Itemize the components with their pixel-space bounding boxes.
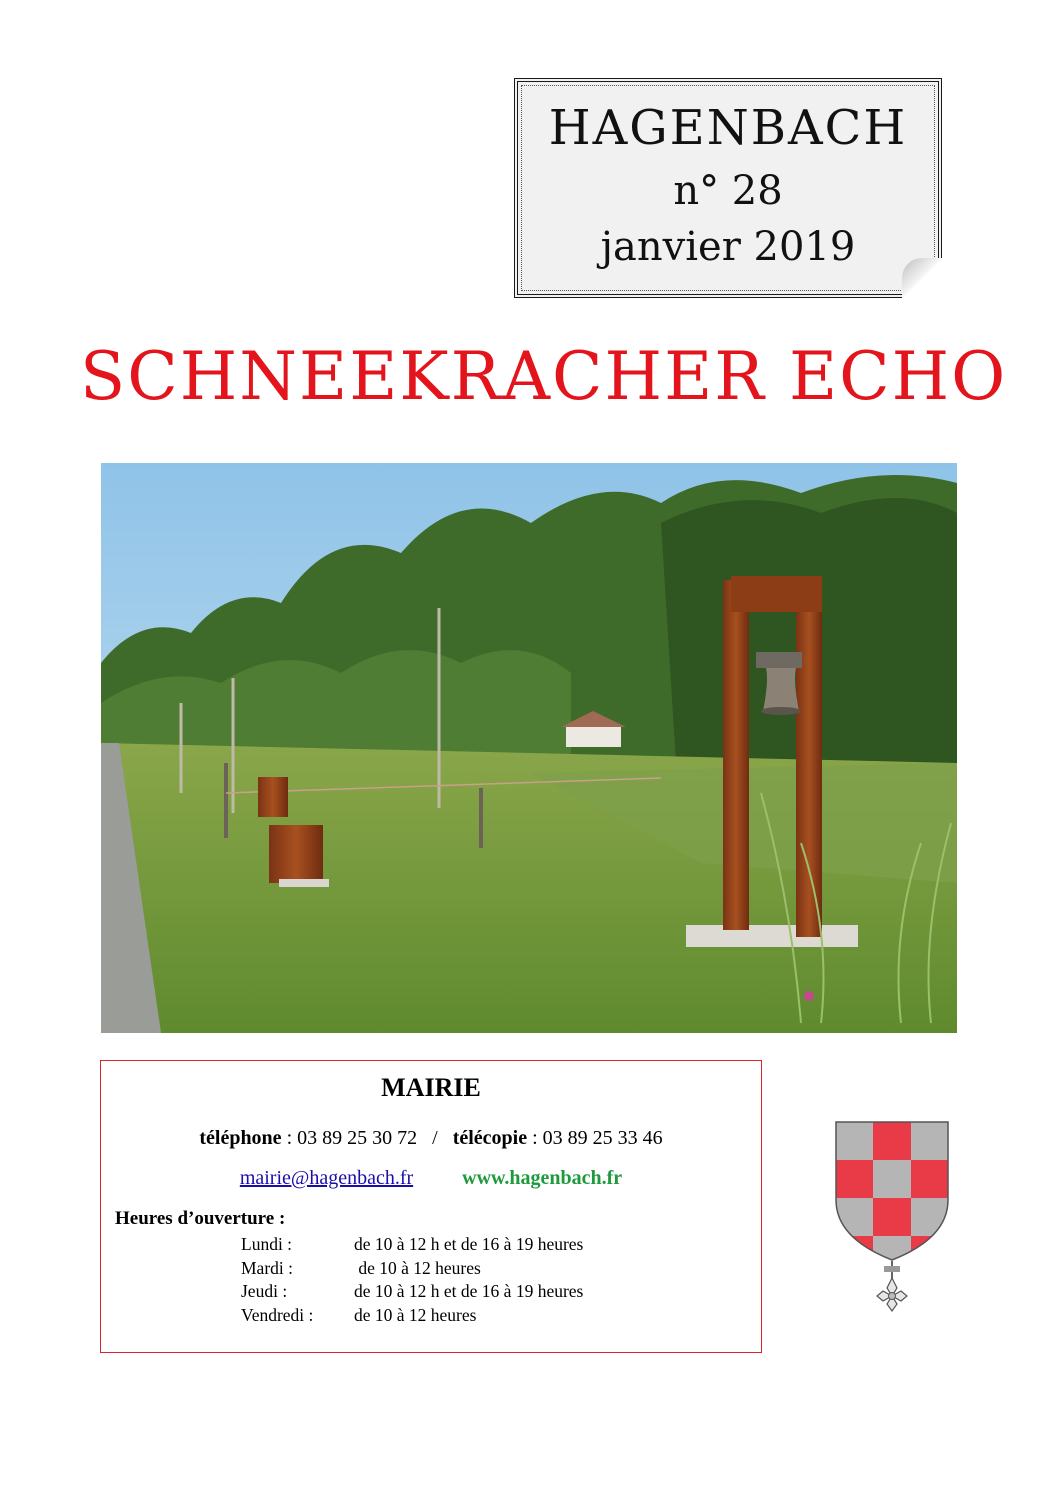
hours-row	[241, 1257, 583, 1281]
opening-hours-title: Heures d’ouverture :	[115, 1208, 286, 1229]
hours-day: Jeudi :	[241, 1281, 288, 1301]
phone-label: téléphone	[199, 1127, 282, 1149]
fax-number: : 03 89 25 33 46	[527, 1127, 663, 1149]
fax-label: télécopie	[452, 1127, 528, 1149]
page-curl-decoration	[902, 258, 942, 298]
mairie-info-box	[100, 1060, 762, 1353]
website-link[interactable]: www.hagenbach.fr	[462, 1167, 623, 1189]
town-name: HAGENBACH	[548, 100, 908, 156]
hours-day: Mardi :	[241, 1257, 294, 1278]
hours-time: de 10 à 12 heures	[354, 1304, 477, 1325]
issue-date: janvier 2019	[600, 224, 856, 270]
cover-photo	[101, 463, 957, 1033]
hours-time: de 10 à 12 h et de 16 à 19 heures	[354, 1234, 584, 1254]
hours-time: de 10 à 12 heures	[354, 1257, 481, 1278]
issue-title-card	[514, 78, 942, 298]
coat-of-arms-icon	[834, 1120, 950, 1312]
phone-number: : 03 89 25 30 72 /	[281, 1127, 453, 1149]
hours-time: de 10 à 12 h et de 16 à 19 heures	[354, 1281, 584, 1301]
hours-row	[241, 1304, 583, 1328]
hours-row	[241, 1280, 583, 1304]
hours-row	[241, 1233, 583, 1257]
opening-hours-list	[241, 1233, 583, 1327]
mairie-title: MAIRIE	[381, 1073, 481, 1102]
contact-links	[101, 1167, 761, 1190]
contact-phones	[101, 1127, 761, 1150]
hours-day: Lundi :	[241, 1234, 293, 1254]
bulletin-title: SCHNEEKRACHER ECHO	[80, 338, 1008, 415]
hours-day: Vendredi :	[241, 1304, 314, 1325]
email-link[interactable]: mairie@hagenbach.fr	[239, 1167, 414, 1189]
issue-number: n° 28	[673, 168, 783, 214]
